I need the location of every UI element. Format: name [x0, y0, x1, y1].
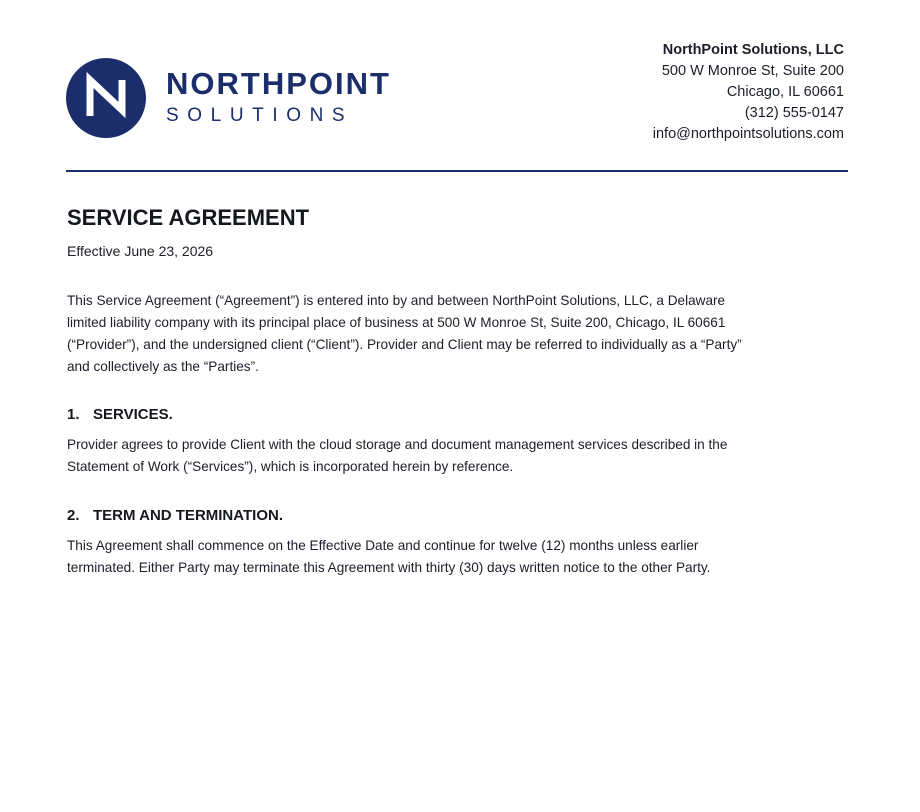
company-phone: (312) 555-0147 [744, 105, 844, 121]
section-title: SERVICES. [93, 406, 173, 423]
section-number: 1. [67, 406, 80, 423]
northpoint-n-monogram-icon [66, 58, 146, 138]
logo-name: NORTHPOINT [166, 66, 391, 101]
section-number: 2. [67, 507, 80, 524]
section-title: TERM AND TERMINATION. [93, 507, 283, 524]
section-1-body: Provider agrees to provide Client with the cloud storage and document management services described in the Statement of Work (“Services”), which is incorporated herein by reference. [67, 437, 728, 474]
company-contact-block [653, 40, 844, 145]
company-address-line2: Chicago, IL 60661 [726, 84, 844, 100]
company-name: NorthPoint Solutions, LLC [662, 42, 844, 58]
header-divider [66, 170, 848, 172]
company-address-line1: 500 W Monroe St, Suite 200 [661, 63, 844, 79]
logo-subtitle: SOLUTIONS [166, 105, 354, 126]
intro-paragraph: This Service Agreement (“Agreement”) is entered into by and between NorthPoint Solutions, LLC, a Delaware limited liability company with its principal place of business at 500 W Monroe St, Suite 200, Chicago, IL 60661 (“Provider”), and the undersigned client (“Client”). Provider and Client may be referred to individually as a “Party” and collectively as the “Parties”. [67, 293, 742, 374]
document-title: SERVICE AGREEMENT [67, 205, 310, 230]
company-logo [66, 58, 391, 138]
effective-date: Effective June 23, 2026 [67, 243, 214, 259]
section-1-heading [67, 404, 767, 426]
logo-wordmark [166, 66, 391, 127]
section-2-heading [67, 505, 767, 527]
agreement-body [67, 203, 767, 579]
section-2-body: This Agreement shall commence on the Effective Date and continue for twelve (12) months unless earlier terminated. Either Party may terminate this Agreement with thirty (30) days written notice to the other Party. [67, 538, 711, 575]
company-email: info@northpointsolutions.com [652, 126, 844, 142]
